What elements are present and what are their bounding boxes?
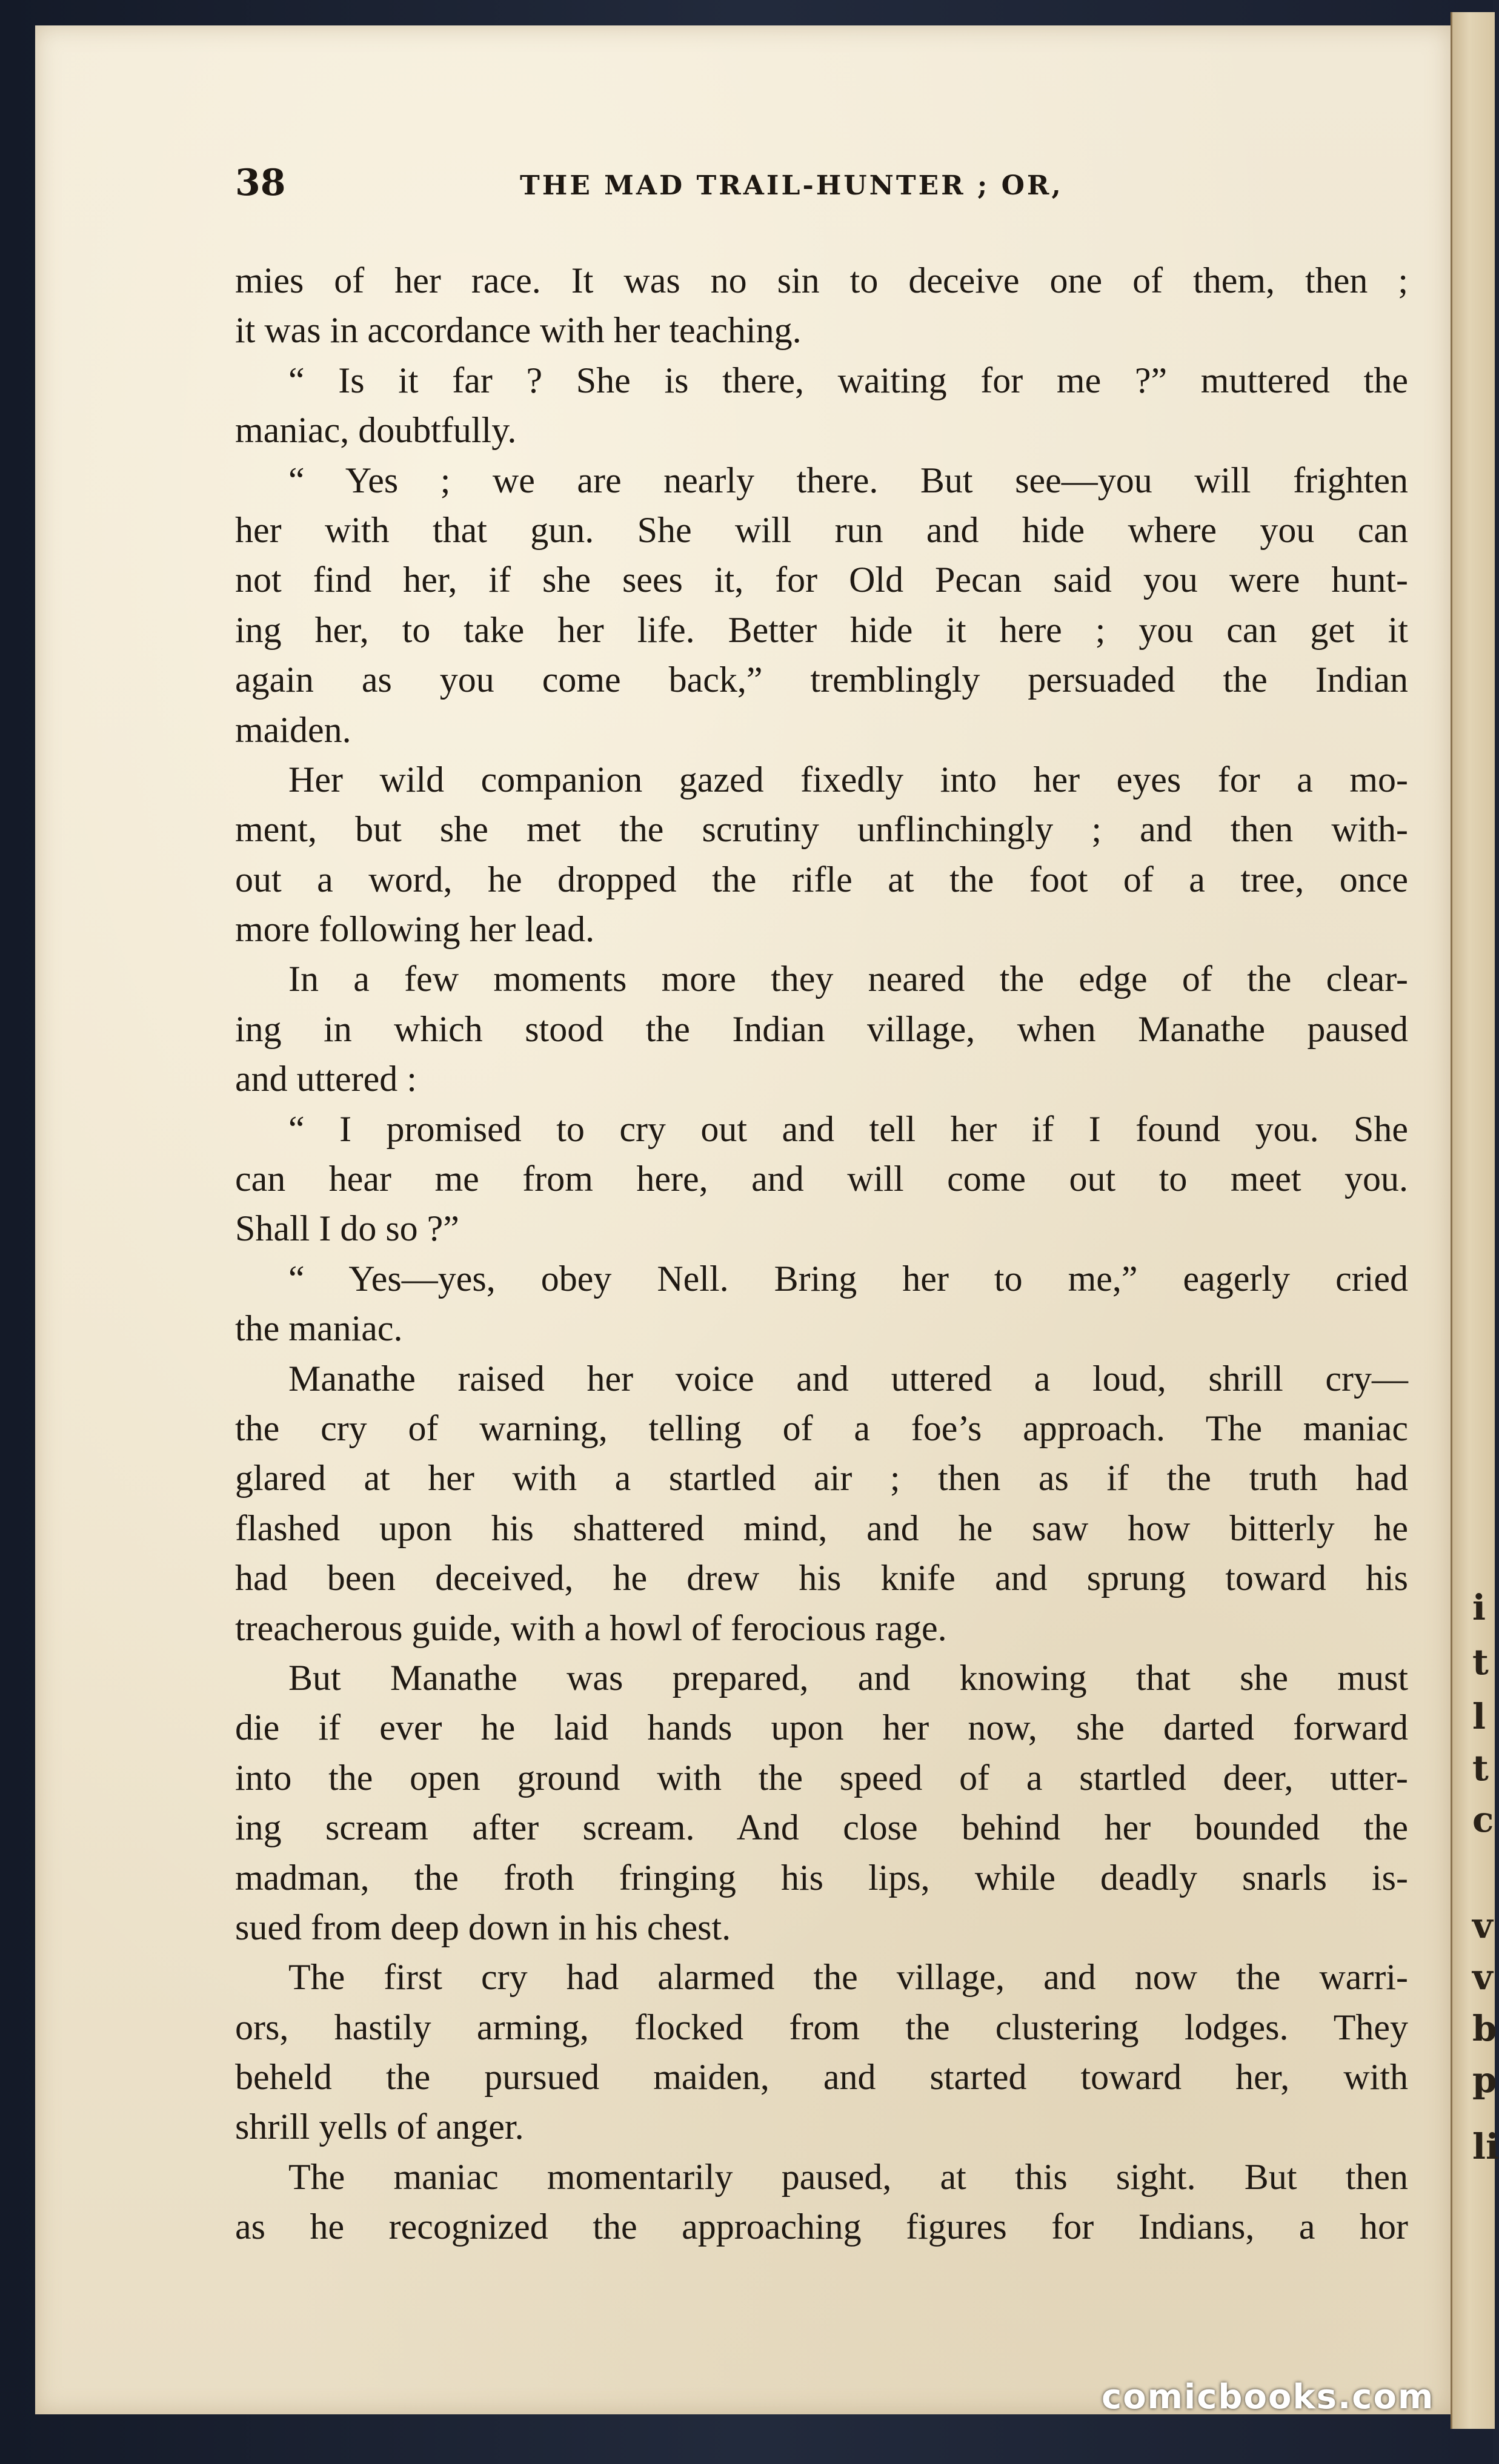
adjacent-page-letter: v xyxy=(1472,1905,1493,1946)
text-line xyxy=(235,1354,1408,1403)
text-line xyxy=(235,1853,1408,1903)
text-line-content: “ Is it far ? She is there, waiting for me ?” muttered the xyxy=(288,360,1408,400)
text-line xyxy=(235,1154,1408,1204)
text-line-content: “ I promised to cry out and tell her if I found you. She xyxy=(288,1108,1408,1149)
adjacent-page-letter: t xyxy=(1472,1641,1489,1683)
text-line-content: her with that gun. She will run and hide where you can xyxy=(235,509,1408,550)
text-line-content: into the open ground with the speed of a startled deer, utter- xyxy=(235,1757,1408,1798)
text-line-content: not find her, if she sees it, for Old Pecan said you were hunt- xyxy=(235,560,1408,600)
text-line xyxy=(235,455,1408,505)
text-line-content: ing scream after scream. And close behind her bounded the xyxy=(235,1807,1408,1848)
adjacent-page-letter: p xyxy=(1472,2059,1497,2101)
text-line-content: ors, hastily arming, flocked from the clustering lodges. They xyxy=(235,2007,1408,2047)
text-line xyxy=(235,1753,1408,1803)
text-line-content: The first cry had alarmed the village, and now the warri- xyxy=(288,1957,1408,1998)
text-line-content: glared at her with a startled air ; then as if the truth had xyxy=(235,1458,1408,1499)
text-line-content: Manathe raised her voice and uttered a loud, shrill cry— xyxy=(288,1358,1408,1399)
text-line xyxy=(235,705,1408,755)
text-line-content: the maniac. xyxy=(235,1308,403,1349)
text-line-content: more following her lead. xyxy=(235,909,595,950)
text-line xyxy=(235,1004,1408,1054)
text-line-content: But Manathe was prepared, and knowing that she must xyxy=(288,1657,1408,1698)
text-line xyxy=(235,1603,1408,1653)
text-line-content: treacherous guide, with a howl of ferocious rage. xyxy=(235,1608,947,1648)
text-line-content: the cry of warning, telling of a foe’s approach. The maniac xyxy=(235,1408,1408,1448)
body-text xyxy=(235,256,1408,2252)
text-line xyxy=(235,1503,1408,1553)
page-header xyxy=(235,159,1423,213)
adjacent-page-letter: l xyxy=(1472,1696,1486,1737)
text-line xyxy=(235,2202,1408,2251)
text-line xyxy=(235,356,1408,405)
text-line xyxy=(235,305,1408,355)
text-line xyxy=(235,1553,1408,1603)
text-line xyxy=(235,1054,1408,1104)
text-line xyxy=(235,1703,1408,1752)
text-line-content: ing in which stood the Indian village, when Manathe paused xyxy=(235,1008,1408,1049)
text-line-content: again as you come back,” tremblingly persuaded the Indian xyxy=(235,660,1408,700)
text-line-content: shrill yells of anger. xyxy=(235,2107,524,2147)
text-line-content: had been deceived, he drew his knife and sprung toward his xyxy=(235,1558,1408,1598)
text-line xyxy=(235,2102,1408,2151)
text-line-content: Her wild companion gazed fixedly into her eyes for a mo- xyxy=(288,759,1408,800)
text-line-content: “ Yes—yes, obey Nell. Bring her to me,” eagerly cried xyxy=(288,1258,1408,1299)
text-line xyxy=(235,1803,1408,1852)
adjacent-page-letter: b xyxy=(1472,2008,1497,2049)
text-line xyxy=(235,804,1408,854)
text-line-content: can hear me from here, and will come out to meet you. xyxy=(235,1159,1408,1199)
text-line-content: die if ever he laid hands upon her now, she darted forward xyxy=(235,1707,1408,1748)
adjacent-page-letter: li xyxy=(1472,2126,1499,2167)
text-line xyxy=(235,1254,1408,1303)
text-line xyxy=(235,2002,1408,2052)
text-line-content: In a few moments more they neared the edge of the clear- xyxy=(288,959,1408,999)
text-line xyxy=(235,855,1408,904)
text-line-content: mies of her race. It was no sin to deceive one of them, then ; xyxy=(235,260,1408,300)
text-line xyxy=(235,405,1408,455)
text-line-content: maniac, doubtfully. xyxy=(235,410,517,451)
site-watermark: comicbooks.com xyxy=(1102,2377,1435,2417)
text-line xyxy=(235,1653,1408,1703)
adjacent-page-letter: c xyxy=(1472,1799,1494,1840)
text-line xyxy=(235,256,1408,305)
text-line-content: “ Yes ; we are nearly there. But see—you will frighten xyxy=(288,460,1408,500)
page-number: 38 xyxy=(235,162,286,204)
adjacent-page-letter: v xyxy=(1472,1956,1493,1998)
text-line-content: ing her, to take her life. Better hide it here ; you can get it xyxy=(235,609,1408,650)
text-line xyxy=(235,1104,1408,1154)
text-line xyxy=(235,1403,1408,1453)
text-line xyxy=(235,954,1408,1004)
text-line xyxy=(235,1204,1408,1253)
text-line xyxy=(235,755,1408,804)
text-line xyxy=(235,904,1408,954)
adjacent-page-letter: t xyxy=(1472,1747,1489,1789)
text-line-content: beheld the pursued maiden, and started toward her, with xyxy=(235,2057,1408,2098)
text-line xyxy=(235,1952,1408,2002)
text-line-content: madman, the froth fringing his lips, while deadly snarls is- xyxy=(235,1857,1408,1898)
text-line-content: The maniac momentarily paused, at this sight. But then xyxy=(288,2156,1408,2197)
text-line xyxy=(235,1303,1408,1353)
text-line-content: it was in accordance with her teaching. xyxy=(235,310,802,351)
adjacent-page-letter: i xyxy=(1472,1587,1486,1628)
text-line xyxy=(235,655,1408,704)
text-line-content: maiden. xyxy=(235,709,351,750)
text-line-content: out a word, he dropped the rifle at the foot of a tree, once xyxy=(235,859,1408,899)
text-line xyxy=(235,555,1408,604)
running-head: THE MAD TRAIL-HUNTER ; OR, xyxy=(520,170,1063,201)
text-line xyxy=(235,505,1408,555)
text-line xyxy=(235,2052,1408,2102)
text-line-content: as he recognized the approaching figures for Indians, a hor xyxy=(235,2207,1408,2247)
text-line xyxy=(235,1453,1408,1503)
text-line-content: flashed upon his shattered mind, and he saw how bitterly he xyxy=(235,1508,1408,1548)
text-line xyxy=(235,605,1408,655)
text-line xyxy=(235,1903,1408,1952)
text-line-content: sued from deep down in his chest. xyxy=(235,1907,731,1947)
text-line-content: Shall I do so ?” xyxy=(235,1208,459,1249)
text-line-content: ment, but she met the scrutiny unflinchingly ; and then with- xyxy=(235,809,1408,850)
text-line-content: and uttered : xyxy=(235,1059,417,1099)
text-line xyxy=(235,2152,1408,2202)
